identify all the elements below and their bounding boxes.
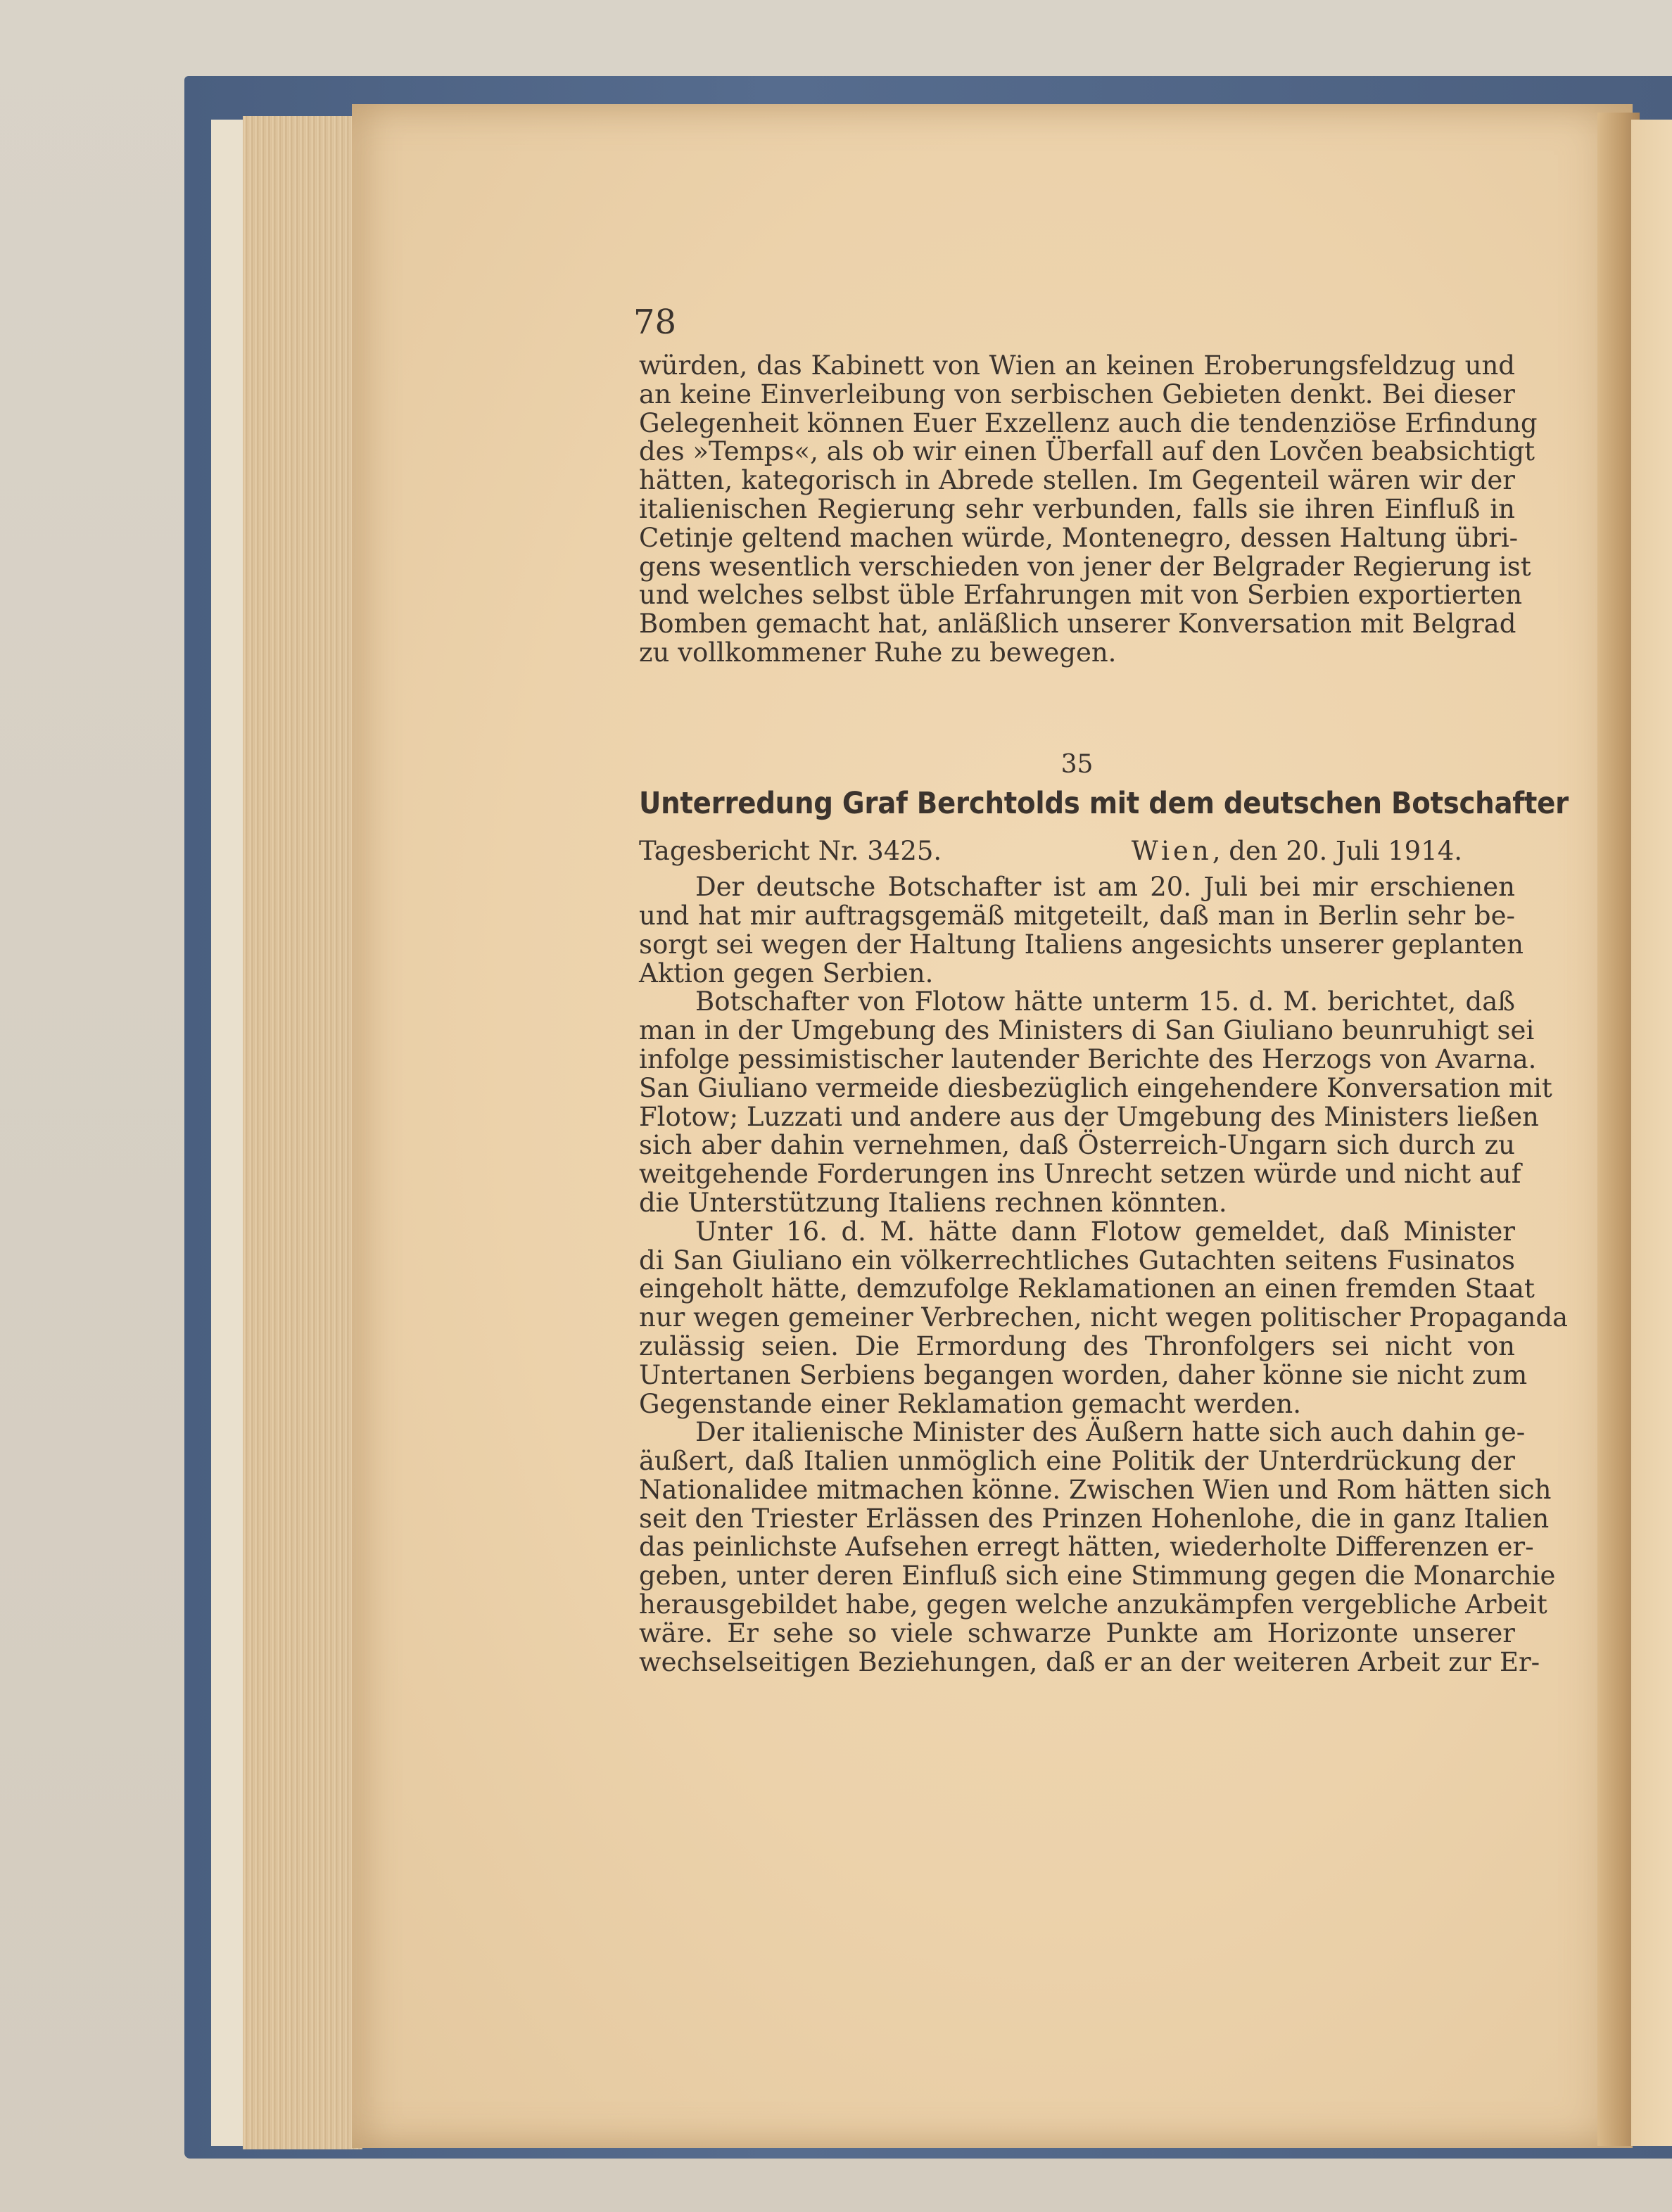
text-line: wechselseitigen Beziehungen, daß er an der weiteren Arbeit zur Er- xyxy=(639,1646,1540,1677)
paragraph xyxy=(639,872,1524,989)
text-line: wäre. Er sehe so viele schwarze Punkte am Horizonte unserer xyxy=(639,1617,1515,1648)
text-line: und welches selbst üble Erfahrungen mit von Serbien exportierten xyxy=(639,580,1523,611)
text-line: sorgt sei wegen der Haltung Italiens angesichts unserer geplanten xyxy=(639,929,1524,960)
document-number: 35 xyxy=(1060,749,1094,779)
text-line: infolge pessimistischer lautender Berichte des Herzogs von Avarna. xyxy=(639,1043,1537,1074)
text-line: San Giuliano vermeide diesbezüglich eingehendere Konversation mit xyxy=(639,1072,1552,1103)
text-line: nur wegen gemeiner Verbrechen, nicht wegen politischer Propaganda xyxy=(639,1302,1569,1333)
text-line: die Unterstützung Italiens rechnen könnten. xyxy=(639,1187,1227,1218)
text-line: äußert, daß Italien unmöglich eine Politik der Unterdrückung der xyxy=(639,1446,1515,1477)
text-line: zulässig seien. Die Ermordung des Thronfolgers sei nicht von xyxy=(639,1330,1515,1361)
text-line: Unter 16. d. M. hätte dann Flotow gemeldet, daß Minister xyxy=(695,1216,1515,1247)
page-number: 78 xyxy=(633,303,677,342)
continued-paragraph xyxy=(639,350,1538,668)
text-line: seit den Triester Erlässen des Prinzen Hohenlohe, die in ganz Italien xyxy=(639,1503,1550,1534)
report-number: Tagesbericht Nr. 3425. xyxy=(639,836,942,867)
paragraph xyxy=(639,1216,1569,1419)
text-line: zu vollkommener Ruhe zu bewegen. xyxy=(639,637,1117,668)
place-date xyxy=(1132,837,1462,866)
text-line: geben, unter deren Einfluß sich eine Stimmung gegen die Monarchie xyxy=(639,1561,1556,1591)
place: Wien xyxy=(1131,836,1212,867)
date: , den 20. Juli 1914. xyxy=(1212,836,1462,867)
text-line: Botschafter von Flotow hätte unterm 15. d. M. berichtet, daß xyxy=(695,986,1515,1017)
page-text xyxy=(639,350,1569,1677)
text-line: Der italienische Minister des Äußern hatte sich auch dahin ge- xyxy=(695,1417,1526,1448)
text-line: eingeholt hätte, demzufolge Reklamationen an einen fremden Staat xyxy=(639,1273,1535,1304)
facing-page-edge xyxy=(1631,120,1672,2146)
page-edges xyxy=(243,116,362,2149)
text-line: weitgehende Forderungen ins Unrecht setzen würde und nicht auf xyxy=(639,1159,1521,1190)
text-line: Der deutsche Botschafter ist am 20. Juli bei mir erschienen xyxy=(695,872,1515,903)
text-line: Untertanen Serbiens begangen worden, daher könne sie nicht zum xyxy=(639,1359,1528,1390)
text-line: Flotow; Luzzati und andere aus der Umgebung des Ministers ließen xyxy=(639,1101,1539,1132)
text-line: Cetinje geltend machen würde, Montenegro, dessen Haltung übri- xyxy=(639,522,1519,553)
text-line: man in der Umgebung des Ministers di San Giuliano beunruhigt sei xyxy=(639,1015,1535,1046)
text-line: das peinlichste Aufsehen erregt hätten, wiederholte Differenzen er- xyxy=(639,1532,1534,1563)
document-title: Unterredung Graf Berchtolds mit dem deutschen Botschafter xyxy=(639,785,1569,821)
paragraph xyxy=(639,986,1552,1218)
text-line: Aktion gegen Serbien. xyxy=(639,958,934,989)
paragraph xyxy=(639,1417,1556,1677)
text-line: an keine Einverleibung von serbischen Gebieten denkt. Bei dieser xyxy=(639,379,1515,409)
document-header xyxy=(639,837,1462,866)
text-line: italienischen Regierung sehr verbunden, falls sie ihren Einfluß in xyxy=(639,493,1515,524)
text-line: gens wesentlich verschieden von jener der Belgrader Regierung ist xyxy=(639,551,1531,582)
text-line: hätten, kategorisch in Abrede stellen. Im Gegenteil wären wir der xyxy=(639,465,1515,496)
text-line: und hat mir auftragsgemäß mitgeteilt, daß man in Berlin sehr be- xyxy=(639,900,1515,931)
text-line: di San Giuliano ein völkerrechtliches Gutachten seitens Fusinatos xyxy=(639,1245,1515,1276)
text-line: Gegenstande einer Reklamation gemacht werden. xyxy=(639,1388,1301,1419)
text-line: würden, das Kabinett von Wien an keinen Eroberungsfeldzug und xyxy=(639,350,1515,381)
text-line: Gelegenheit können Euer Exzellenz auch die tendenziöse Erfindung xyxy=(639,407,1538,438)
text-line: Nationalidee mitmachen könne. Zwischen Wien und Rom hätten sich xyxy=(639,1474,1552,1505)
text-line: Bomben gemacht hat, anläßlich unserer Konversation mit Belgrad xyxy=(639,609,1516,640)
text-line: herausgebildet habe, gegen welche anzukämpfen vergebliche Arbeit xyxy=(639,1589,1547,1620)
text-line: des »Temps«, als ob wir einen Überfall auf den Lovčen beabsichtigt xyxy=(639,436,1535,467)
text-line: sich aber dahin vernehmen, daß Österreich-Ungarn sich durch zu xyxy=(639,1130,1515,1161)
